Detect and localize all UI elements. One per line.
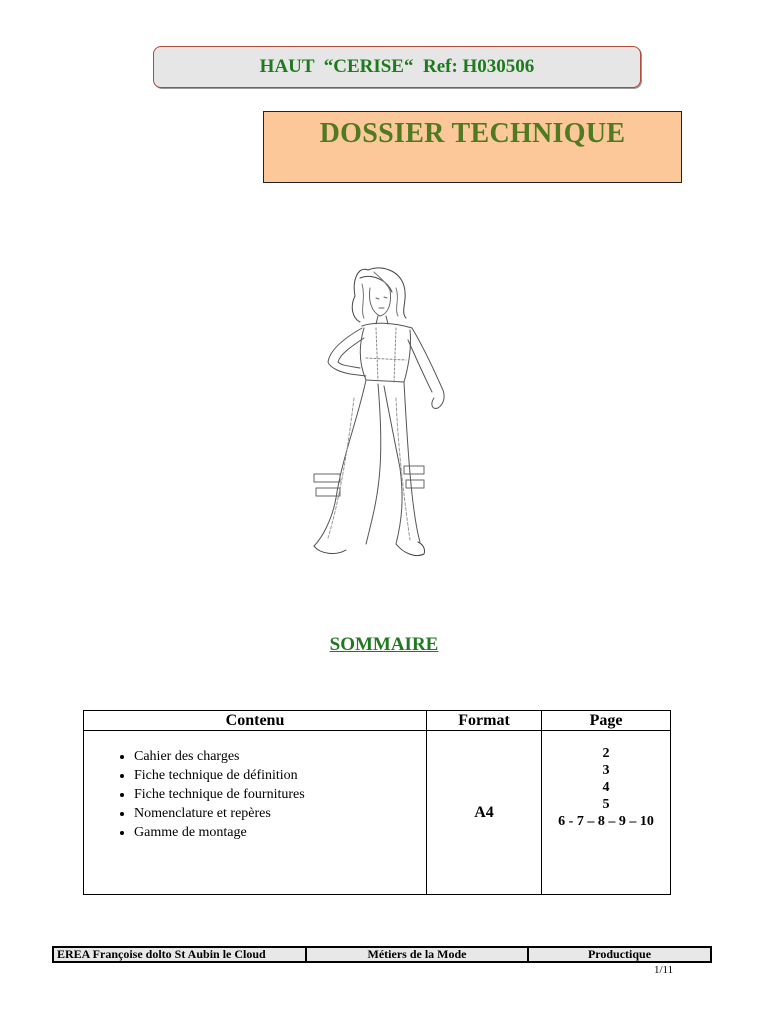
footer-department: Métiers de la Mode [306, 947, 528, 962]
sketch-torso [360, 316, 412, 382]
sketch-right-arm [408, 328, 444, 408]
content-cell [84, 731, 427, 895]
document-title: DOSSIER TECHNIQUE [319, 118, 626, 149]
page-number-entry: 5 [602, 797, 610, 812]
footer-table [52, 946, 712, 963]
list-item: • Cahier des charges [134, 747, 426, 766]
content-list [84, 747, 426, 842]
summary-heading-wrap [0, 634, 768, 656]
sketch-buckles [314, 466, 424, 496]
list-item: • Fiche technique de fournitures [134, 785, 426, 804]
column-header-format: Format [427, 711, 542, 731]
page-number-entry: 2 [602, 746, 610, 761]
page-number-entry: 4 [602, 780, 610, 795]
page-number-entry: 6 - 7 – 8 – 9 – 10 [558, 814, 654, 829]
fashion-sketch-figure-icon [300, 258, 460, 566]
sketch-hair [352, 268, 406, 322]
list-item: • Fiche technique de définition [134, 766, 426, 785]
list-item: • Nomenclature et repères [134, 804, 426, 823]
page-cell [542, 731, 671, 895]
list-item: • Gamme de montage [134, 823, 426, 842]
column-header-page: Page [542, 711, 671, 731]
sketch-face [369, 288, 390, 316]
format-cell: A4 [427, 731, 542, 895]
footer-school: EREA Françoise dolto St Aubin le Cloud [53, 947, 306, 962]
sketch-pant-seams [328, 398, 410, 540]
summary-heading: SOMMAIRE [329, 634, 439, 655]
summary-table [83, 710, 671, 895]
footer-subject: Productique [528, 947, 711, 962]
header-banner: HAUT “CERISE“ Ref: H030506 [153, 46, 641, 88]
page-number-entry: 3 [602, 763, 610, 778]
sketch-top-seams [366, 328, 406, 382]
sketch-pants [314, 380, 420, 546]
page-number: 1/11 [654, 964, 674, 976]
sketch-shoes [314, 542, 425, 556]
title-box [263, 111, 682, 183]
column-header-content: Contenu [84, 711, 427, 731]
